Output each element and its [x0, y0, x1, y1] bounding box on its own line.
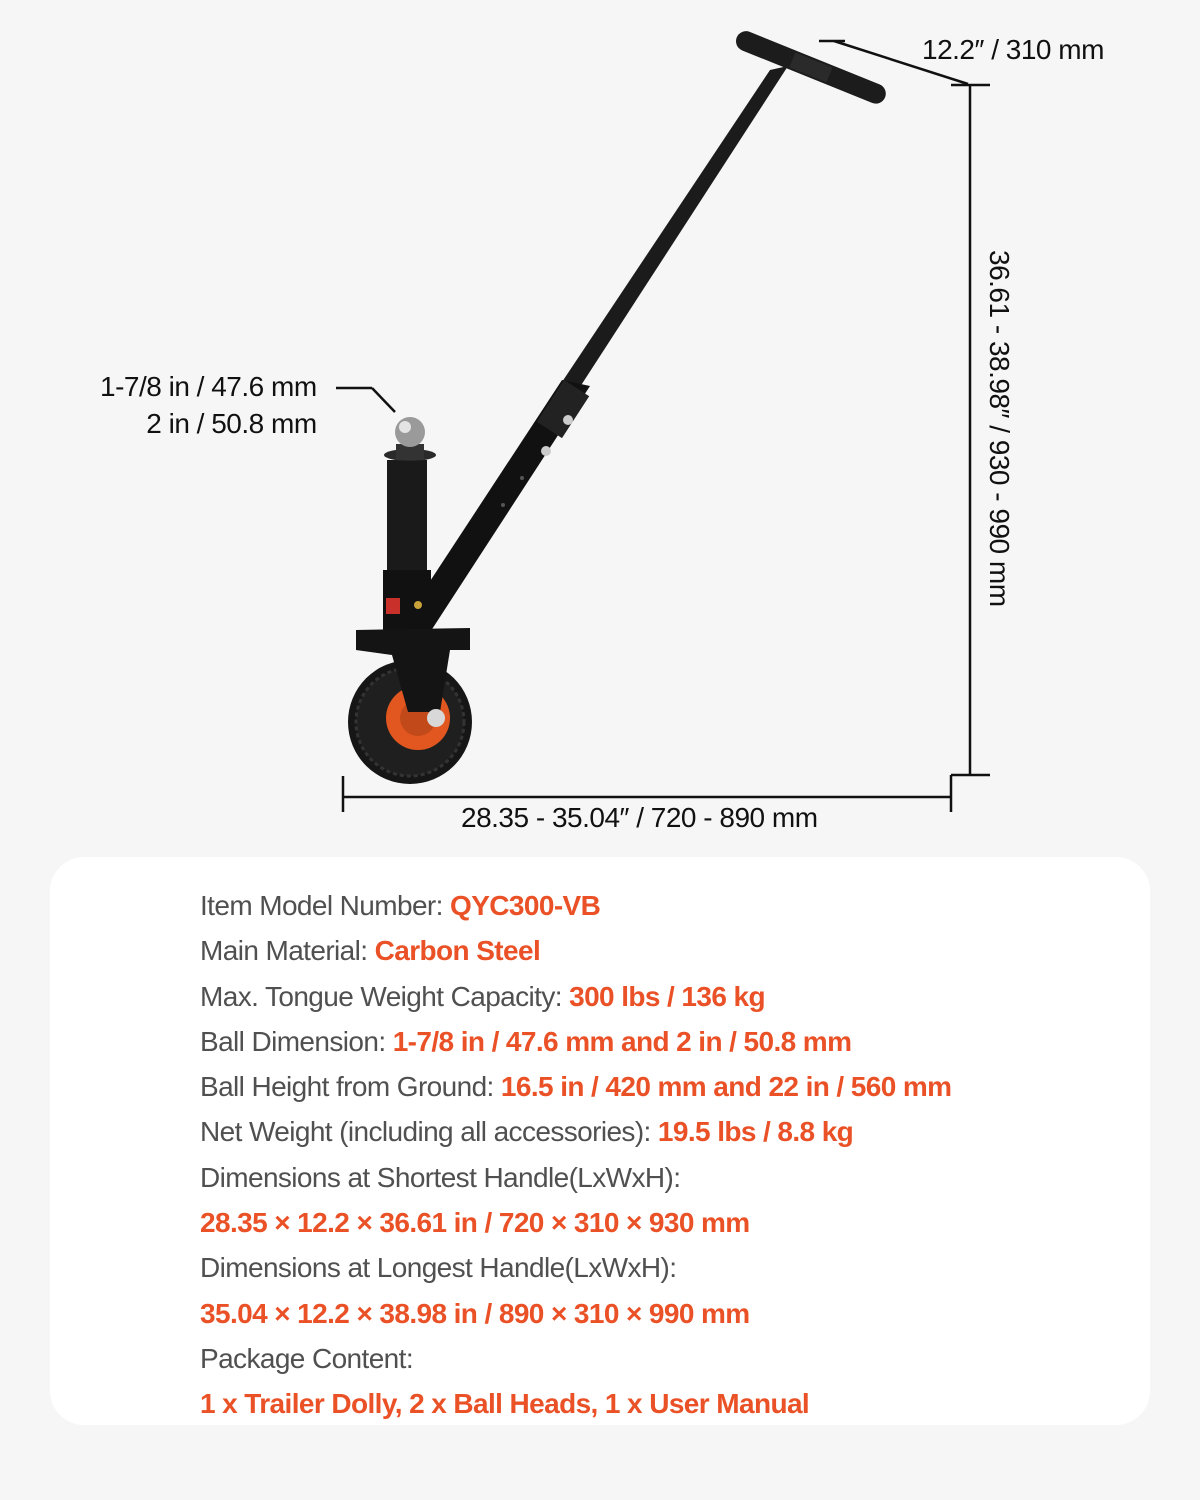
specifications-card [50, 857, 1150, 1425]
spec-model-number [200, 883, 951, 928]
spec-shortest-dimensions-heading [200, 1155, 951, 1200]
spec-value: 35.04 × 12.2 × 38.98 in / 890 × 310 × 990 mm [200, 1297, 750, 1329]
ball-size-1: 1-7/8 in / 47.6 mm [100, 371, 317, 402]
spec-label: Package Content: [200, 1342, 413, 1374]
dolly-post [383, 417, 436, 640]
spec-label: Net Weight (including all accessories): [200, 1116, 658, 1148]
handle-width-label: 12.2″ / 310 mm [922, 34, 1104, 65]
ball-size-2: 2 in / 50.8 mm [146, 408, 317, 439]
spec-package-heading [200, 1336, 951, 1381]
spec-label: Item Model Number: [200, 890, 451, 921]
spec-value: 28.35 × 12.2 × 36.61 in / 720 × 310 × 930 mm [200, 1207, 750, 1239]
dolly-handle [398, 28, 889, 640]
spec-label: Ball Height from Ground: [200, 1071, 501, 1103]
spec-ball-dimension [200, 1019, 951, 1064]
spec-label: Main Material: [200, 935, 375, 967]
spec-value: Carbon Steel [374, 935, 541, 967]
length-range-label: 28.35 - 35.04″ / 720 - 890 mm [461, 802, 818, 833]
spec-value: QYC300-VB [450, 890, 601, 921]
spec-value: 1 x Trailer Dolly, 2 x Ball Heads, 1 x User Manual [200, 1388, 810, 1420]
spec-material [200, 928, 951, 973]
spec-value: 16.5 in / 420 mm and 22 in / 560 mm [500, 1071, 952, 1103]
dolly-wheel [348, 628, 472, 784]
spec-longest-dimensions-heading [200, 1245, 951, 1290]
spec-ball-height [200, 1064, 951, 1109]
ball-size-label [100, 368, 317, 442]
spec-tongue-capacity [200, 974, 951, 1019]
spec-net-weight [200, 1109, 951, 1154]
spec-value: 19.5 lbs / 8.8 kg [657, 1116, 854, 1148]
spec-label: Max. Tongue Weight Capacity: [200, 980, 570, 1012]
spec-label: Ball Dimension: [200, 1025, 393, 1057]
spec-shortest-dimensions [200, 1200, 951, 1245]
spec-value: 300 lbs / 136 kg [569, 980, 765, 1012]
height-range-label: 36.61 - 38.98″ / 930 - 990 mm [984, 250, 1015, 607]
spec-label: Dimensions at Shortest Handle(LxWxH): [200, 1161, 681, 1193]
spec-longest-dimensions [200, 1291, 951, 1336]
spec-list [200, 883, 951, 1427]
spec-value: 1-7/8 in / 47.6 mm and 2 in / 50.8 mm [392, 1025, 852, 1057]
spec-label: Dimensions at Longest Handle(LxWxH): [200, 1252, 677, 1284]
spec-package-content [200, 1381, 951, 1426]
